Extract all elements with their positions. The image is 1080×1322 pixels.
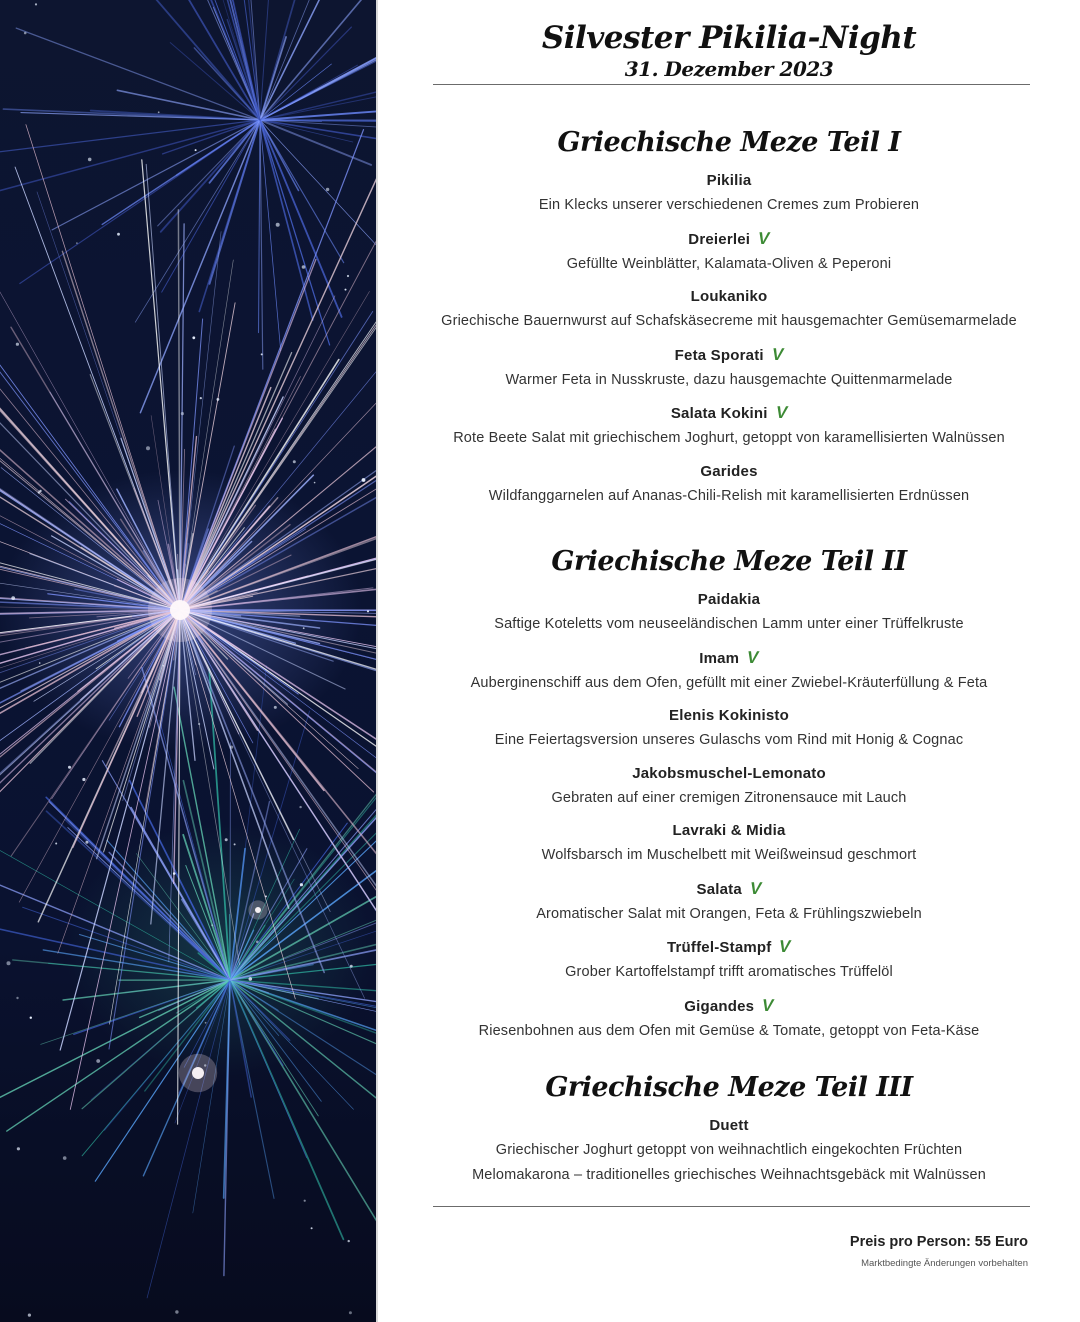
section-title-2: Griechische Meze Teil II <box>551 546 907 577</box>
firework-streak <box>230 980 307 1158</box>
firework-streak <box>230 765 378 980</box>
firework-streak <box>0 120 260 159</box>
firework-streak <box>26 125 180 610</box>
spark-dot <box>163 665 165 667</box>
item-name: Dreierlei <box>688 230 751 248</box>
firework-streak <box>260 120 378 295</box>
item-description: Saftige Koteletts vom neuseeländischen Lamm unter einer Trüffelkruste <box>494 616 964 632</box>
spark-dot <box>82 778 85 781</box>
firework-streak <box>180 610 295 999</box>
spark-dot <box>367 610 369 612</box>
spark-dot <box>362 478 366 482</box>
spark-dot <box>55 843 57 845</box>
spark-dot <box>146 446 150 450</box>
spark-dot <box>293 460 296 463</box>
spark-dot <box>299 806 301 808</box>
firework-streak <box>170 43 260 120</box>
spark-dot <box>35 3 37 5</box>
item-description: Warmer Feta in Nusskruste, dazu hausgemachte Quittenmarmelade <box>505 371 953 388</box>
section-title-1: Griechische Meze Teil I <box>557 127 901 158</box>
spark-dot <box>349 1311 352 1314</box>
spark-dot <box>16 997 18 999</box>
spark-dot <box>265 895 267 897</box>
spark-dot <box>63 1156 67 1160</box>
firework-streak <box>11 327 180 610</box>
firework-halo <box>248 900 267 919</box>
item-name: Jakobsmuschel-Lemonato <box>632 764 826 782</box>
item-description: Eine Feiertagsversion unseres Gulaschs vom Rind mit Honig & Cognac <box>494 732 964 748</box>
section-title-3: Griechische Meze Teil III <box>545 1072 913 1103</box>
spark-dot <box>230 746 233 749</box>
spark-dot <box>326 188 329 191</box>
firework-halo <box>179 1054 217 1092</box>
spark-dot <box>192 336 195 339</box>
fireworks-illustration <box>0 0 378 1322</box>
menu-title: Silvester Pikilia-Night <box>541 20 917 56</box>
firework-streak <box>135 120 260 322</box>
spark-dot <box>276 223 280 227</box>
item-description: Wildfanggarnelen auf Ananas-Chili-Relish mit karamellisierten Erdnüssen <box>488 487 970 504</box>
spark-dot <box>16 343 19 346</box>
spark-dot <box>261 353 263 355</box>
firework-streak <box>180 610 378 938</box>
footer-divider <box>433 1206 1030 1207</box>
spark-dot <box>195 149 197 151</box>
price-per-person: Preis pro Person: 55 Euro <box>849 1234 1028 1250</box>
firework-streak <box>65 0 261 120</box>
item-description: Wolfsbarsch im Muschelbett mit Weißweinsud geschmort <box>541 847 917 863</box>
fireworks-photo <box>0 0 378 1322</box>
spark-dot <box>7 961 11 965</box>
firework-streak <box>175 980 230 1123</box>
item-name: Gigandes <box>684 997 755 1015</box>
menu-item <box>378 401 1080 450</box>
vegetarian-leaf-icon: V <box>745 647 761 667</box>
spark-dot <box>345 289 347 291</box>
item-description: Riesenbohnen aus dem Ofen mit Gemüse & Tomate, getoppt von Feta-Käse <box>478 1022 980 1039</box>
firework-halo <box>148 578 212 642</box>
item-description: Griechischer Joghurt getoppt von weihnachtlich eingekochten Früchten <box>495 1142 963 1158</box>
spark-dot <box>350 965 353 968</box>
spark-dot <box>348 1240 350 1242</box>
item-description: Gebraten auf einer cremigen Zitronensauce mit Lauch <box>551 789 907 806</box>
firework-streak <box>230 980 378 1058</box>
item-name: Salata Kokini <box>670 405 768 422</box>
vegetarian-leaf-icon: V <box>760 995 776 1015</box>
spark-dot <box>158 111 160 113</box>
spark-dot <box>311 1227 313 1229</box>
item-description: Gefüllte Weinblätter, Kalamata-Oliven & Peperoni <box>566 255 892 272</box>
spark-dot <box>181 412 184 415</box>
menu-item <box>378 460 1080 508</box>
spark-dot <box>11 596 15 600</box>
item-description: Grober Kartoffelstampf trifft aromatisches Trüffelöl <box>565 964 893 980</box>
item-description: Griechische Bauernwurst auf Schafskäsecreme mit hausgemachter Gemüsemarmelade <box>441 313 1017 329</box>
firework-streak <box>16 28 260 120</box>
item-description: Auberginenschiff aus dem Ofen, gefüllt mit einer Zwiebel-Kräuterfüllung & Feta <box>470 674 988 691</box>
spark-dot <box>217 398 220 401</box>
item-description: Ein Klecks unserer verschiedenen Cremes zum Probieren <box>538 197 920 213</box>
spark-dot <box>302 265 306 269</box>
firework-streak <box>65 820 230 981</box>
spark-dot <box>85 841 88 844</box>
item-name: Loukaniko <box>690 288 768 305</box>
item-name: Pikilia <box>706 172 752 189</box>
spark-dot <box>249 977 253 981</box>
spark-dot <box>347 275 349 277</box>
firework-streak <box>142 160 180 610</box>
spark-dot <box>96 1059 100 1063</box>
spark-dot <box>30 1017 32 1019</box>
spark-dot <box>304 1200 306 1202</box>
spark-dot <box>211 924 213 926</box>
firework-streak <box>0 481 180 610</box>
firework-streak <box>260 107 378 120</box>
menu-item <box>378 227 1080 276</box>
spark-dot <box>300 883 303 886</box>
disclaimer-note: Marktbedingte Änderungen vorbehalten <box>861 1258 1028 1269</box>
item-name: Salata <box>696 880 742 898</box>
firework-streak <box>0 610 180 813</box>
item-name: Feta Sporati <box>674 346 764 364</box>
spark-dot <box>39 662 41 664</box>
spark-dot <box>17 1147 20 1150</box>
vegetarian-leaf-icon: V <box>773 403 790 422</box>
firework-streak <box>260 0 341 120</box>
menu-item <box>378 819 1080 867</box>
item-name: Imam <box>699 649 740 667</box>
firework-streak <box>260 120 344 263</box>
spark-dot <box>39 490 41 492</box>
item-name: Duett <box>709 1117 749 1134</box>
firework-streak <box>260 120 263 369</box>
item-name: Elenis Kokinisto <box>669 707 789 724</box>
item-name: Lavraki & Midia <box>672 822 786 839</box>
vegetarian-leaf-icon: V <box>777 937 794 956</box>
spark-dot <box>225 838 228 841</box>
menu-item <box>378 994 1080 1043</box>
spark-dot <box>117 233 120 236</box>
item-description: Aromatischer Salat mit Orangen, Feta & Frühlingszwiebeln <box>536 905 922 922</box>
spark-dot <box>234 843 236 845</box>
menu-item <box>378 935 1080 984</box>
menu-item <box>378 877 1080 926</box>
firework-streak <box>0 610 180 814</box>
item-description: Rote Beete Salat mit griechischem Joghurt, getoppt von karamellisierten Walnüssen <box>453 430 1005 446</box>
menu-item <box>378 169 1080 217</box>
firework-streak <box>62 251 180 610</box>
item-description: Melomakarona – traditionelles griechisches Weihnachtsgebäck mit Walnüssen <box>472 1166 986 1183</box>
spark-dot <box>205 1022 207 1024</box>
spark-dot <box>76 242 78 244</box>
spark-dot <box>175 1310 178 1313</box>
item-name: Paidakia <box>697 591 761 608</box>
spark-dot <box>68 766 71 769</box>
vegetarian-leaf-icon: V <box>756 228 772 248</box>
spark-dot <box>173 872 176 875</box>
menu-date: 31. Dezember 2023 <box>624 57 834 81</box>
firework-streak <box>0 610 180 823</box>
spark-dot <box>314 482 316 484</box>
firework-streak <box>3 109 260 120</box>
item-name: Garides <box>700 462 758 480</box>
firework-streak <box>260 120 313 320</box>
menu-item <box>378 588 1080 636</box>
firework-streak <box>0 483 180 610</box>
section-2-items <box>378 588 1080 1052</box>
firework-streak <box>0 923 230 980</box>
firework-streak <box>178 210 180 610</box>
spark-dot <box>28 1314 31 1317</box>
spark-dot <box>198 723 200 725</box>
firework-streak <box>230 980 354 1109</box>
section-1-items <box>378 169 1080 517</box>
section-3-items <box>378 1114 1080 1187</box>
header-divider <box>433 84 1030 85</box>
vegetarian-leaf-icon: V <box>748 878 764 898</box>
spark-dot <box>274 706 277 709</box>
menu-card <box>378 0 1080 1322</box>
spark-dot <box>204 1064 206 1066</box>
menu-item <box>378 646 1080 695</box>
spark-dot <box>24 32 27 35</box>
firework-streak <box>0 166 180 610</box>
item-name: Trüffel-Stampf <box>666 939 772 956</box>
menu-item <box>378 762 1080 810</box>
menu-item <box>378 285 1080 333</box>
vegetarian-leaf-icon: V <box>769 344 786 364</box>
spark-dot <box>303 627 305 629</box>
firework-streak <box>180 268 378 610</box>
spark-dot <box>88 158 92 162</box>
menu-item <box>378 343 1080 392</box>
firework-streak <box>260 0 340 120</box>
spark-dot <box>200 397 202 399</box>
firework-streak <box>140 120 260 413</box>
spark-dot <box>256 941 259 944</box>
menu-item <box>378 704 1080 752</box>
